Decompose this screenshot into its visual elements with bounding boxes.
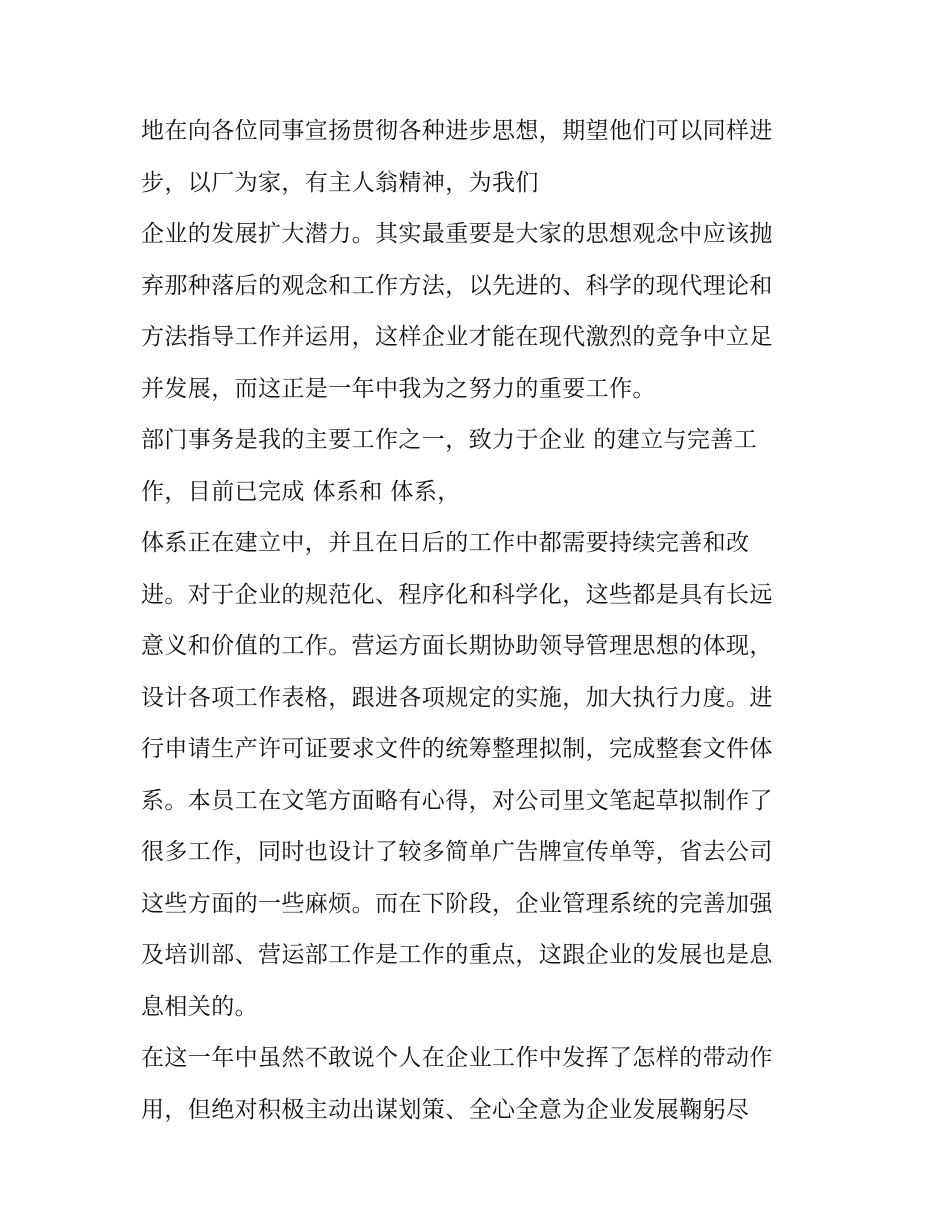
text-line: 意义和价值的工作。营运方面长期协助领导管理思想的体现， xyxy=(141,633,773,659)
text-line: 在这一年中虽然不敢说个人在企业工作中发挥了怎样的带动作 xyxy=(141,1045,773,1071)
text-line: 进。对于企业的规范化、程序化和科学化，这些都是具有长远 xyxy=(141,581,773,608)
text-line: 地在向各位同事宣扬贯彻各种进步思想，期望他们可以同样进 xyxy=(141,118,773,144)
text-line: 用，但绝对积极主动出谋划策、全心全意为企业发展鞠躬尽 xyxy=(141,1096,750,1123)
text-line: 企业的发展扩大潜力。其实最重要是大家的思想观念中应该抛 xyxy=(141,221,773,247)
text-line: 这些方面的一些麻烦。而在下阶段，企业管理系统的完善加强 xyxy=(141,890,773,917)
text-line: 息相关的。 xyxy=(141,993,258,1020)
text-line: 行申请生产许可证要求文件的统筹整理拟制，完成整套文件体 xyxy=(141,736,773,762)
text-line: 系。本员工在文笔方面略有心得，对公司里文笔起草拟制作了 xyxy=(141,787,773,814)
text-line: 很多工作，同时也设计了较多简单广告牌宣传单等，省去公司 xyxy=(141,839,773,865)
text-line: 方法指导工作并运用，这样企业才能在现代激烈的竞争中立足 xyxy=(141,324,773,350)
text-line: 并发展，而这正是一年中我为之努力的重要工作。 xyxy=(141,375,656,402)
text-line: 作，目前已完成 体系和 体系， xyxy=(141,478,461,505)
document-body-text xyxy=(141,106,831,1136)
text-line: 设计各项工作表格，跟进各项规定的实施，加大执行力度。进 xyxy=(141,684,773,711)
text-line: 弃那种落后的观念和工作方法，以先进的、科学的现代理论和 xyxy=(141,272,773,299)
text-line: 步，以厂为家，有主人翁精神，为我们 xyxy=(141,169,539,196)
text-line: 部门事务是我的主要工作之一，致力于企业 的建立与完善工 xyxy=(141,427,758,453)
text-line: 及培训部、营运部工作是工作的重点，这跟企业的发展也是息 xyxy=(141,942,773,968)
text-line: 体系正在建立中，并且在日后的工作中都需要持续完善和改 xyxy=(141,530,750,556)
